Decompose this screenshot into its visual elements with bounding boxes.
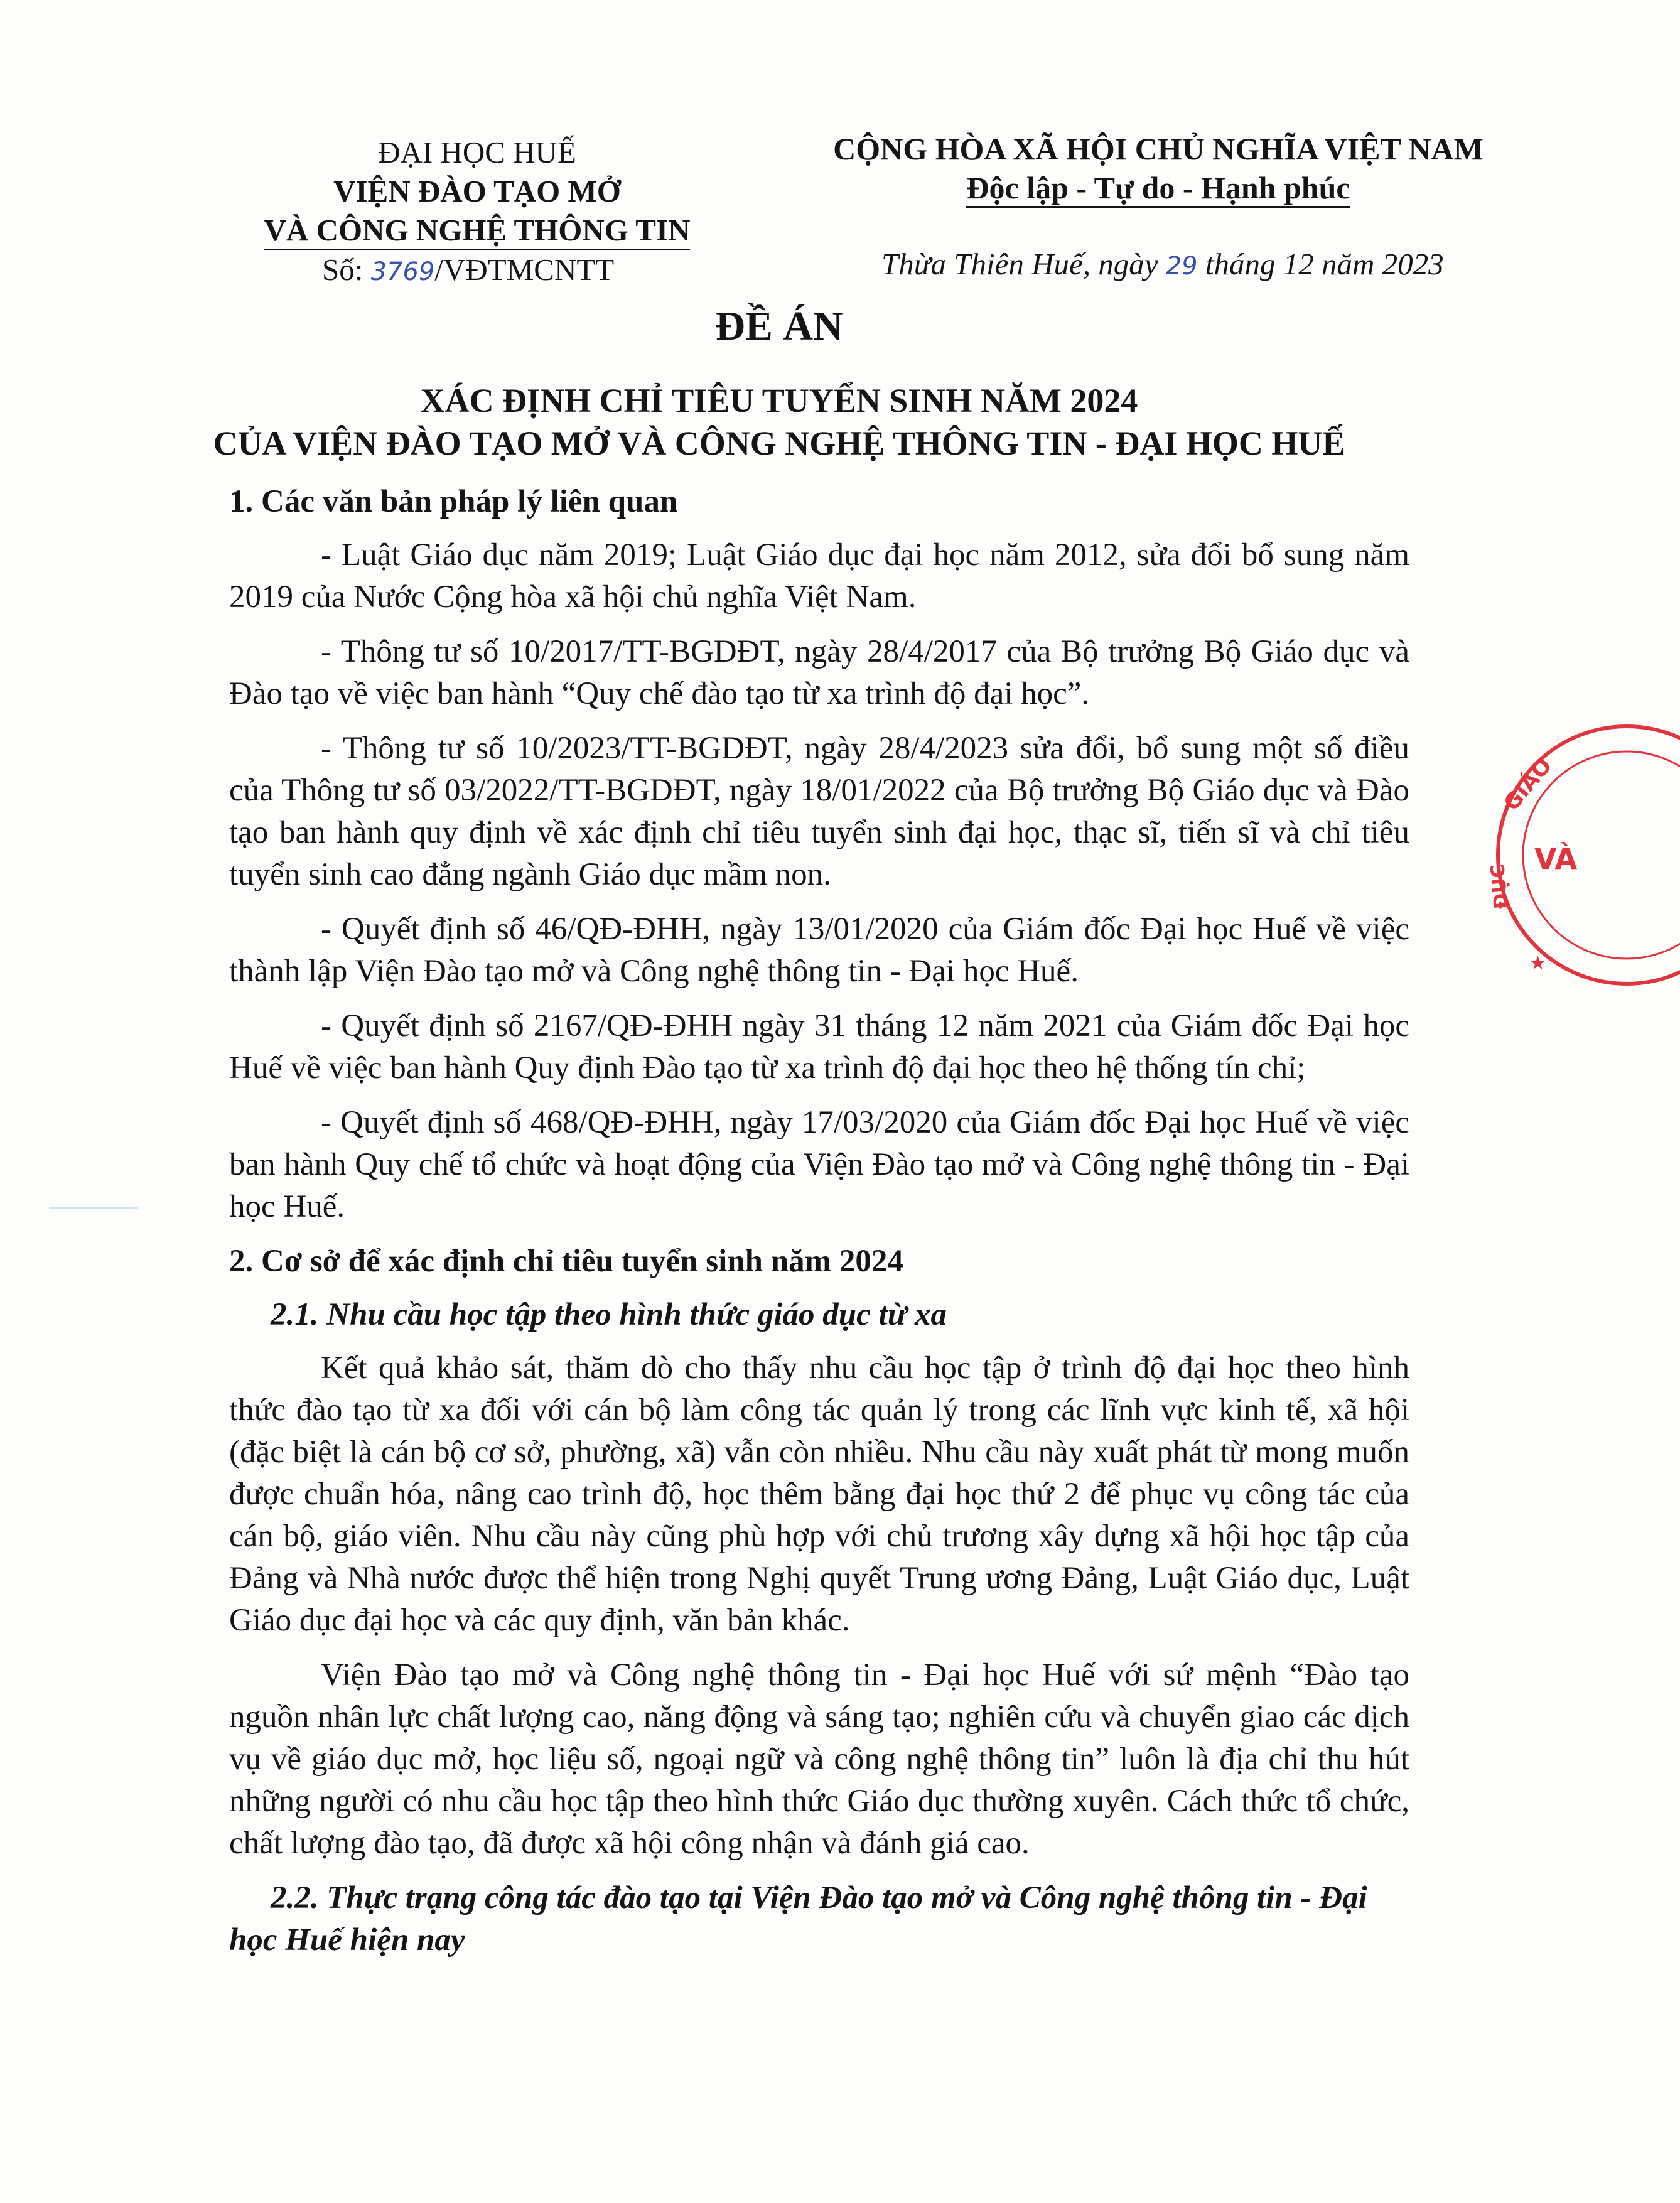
legal-item: - Thông tư số 10/2023/TT-BGDĐT, ngày 28/4/2023 sửa đổi, bổ sung một số điều của Thông tư số 03/2022/TT-BGDĐT, ngày 18/01/2022 của Bộ trưởng Bộ Giáo dục và Đào tạo ban hành quy định về xác định chỉ tiêu tuyển sinh đại học, thạc sĩ, tiến sĩ và chỉ tiêu tuyển sinh cao đẳng ngành Giáo dục mầm non. xyxy=(229,731,1409,892)
issue-date-day-handwritten: 29 xyxy=(1165,252,1198,281)
red-seal-stamp xyxy=(1487,723,1680,987)
subtitle-line-2: CỦA VIỆN ĐÀO TẠO MỞ VÀ CÔNG NGHỆ THÔNG TIN - ĐẠI HỌC HUẾ xyxy=(213,424,1345,462)
document-number-suffix: /VĐTMCNTT xyxy=(434,252,615,287)
section-2-1-heading: 2.1. Nhu cầu học tập theo hình thức giáo dục từ xa xyxy=(271,1297,947,1332)
legal-item: - Quyết định số 2167/QĐ-ĐHH ngày 31 tháng 12 năm 2021 của Giám đốc Đại học Huế về việc ban hành Quy định Đào tạo từ xa trình độ đại học theo hệ thống tín chỉ; xyxy=(229,1008,1409,1085)
stamp-text-left: ĐỤC xyxy=(1487,863,1513,910)
issue-date-prefix: Thừa Thiên Huế, ngày xyxy=(881,247,1166,281)
paragraph: Kết quả khảo sát, thăm dò cho thấy nhu cầu học tập ở trình độ đại học theo hình thức đào tạo từ xa đối với cán bộ làm công tác quản lý trong các lĩnh vực kinh tế, xã hội (đặc biệt là cán bộ cơ sở, phường, xã) vẫn còn nhiều. Nhu cầu này xuất phát từ mong muốn được chuẩn hóa, nâng cao trình độ, học thêm bằng đại học thứ 2 để phục vụ công tác của cán bộ, giáo viên. Nhu cầu này cũng phù hợp với chủ trương xây dựng xã hội học tập của Đảng và Nhà nước được thể hiện trong Nghị quyết Trung ương Đảng, Luật Giáo dục, Luật Giáo dục đại học và các quy định, văn bản khác. xyxy=(229,1350,1409,1638)
national-motto: Độc lập - Tự do - Hạnh phúc xyxy=(966,170,1350,208)
document-number-handwritten: 3769 xyxy=(370,257,435,286)
legal-item: - Luật Giáo dục năm 2019; Luật Giáo dục đại học năm 2012, sửa đổi bổ sung năm 2019 của Nước Cộng hòa xã hội chủ nghĩa Việt Nam. xyxy=(229,537,1409,615)
document-number-label: Số: xyxy=(322,252,371,287)
legal-item: - Quyết định số 468/QĐ-ĐHH, ngày 17/03/2020 của Giám đốc Đại học Huế về việc ban hành Quy chế tổ chức và hoạt động của Viện Đào tạo mở và Công nghệ thông tin - Đại học Huế. xyxy=(229,1105,1409,1224)
legal-item: - Thông tư số 10/2017/TT-BGDĐT, ngày 28/4/2017 của Bộ trưởng Bộ Giáo dục và Đào tạo về việc ban hành “Quy chế đào tạo từ xa trình độ đại học”. xyxy=(229,634,1409,711)
document-title: ĐỀ ÁN xyxy=(715,303,843,349)
issuer-name: VIỆN ĐÀO TẠO MỞ xyxy=(333,174,621,208)
stamp-star: ★ xyxy=(1529,953,1546,974)
legal-item: - Quyết định số 46/QĐ-ĐHH, ngày 13/01/2020 của Giám đốc Đại học Huế về việc thành lập Viện Đào tạo mở và Công nghệ thông tin - Đại học Huế. xyxy=(229,912,1409,989)
issuer-parent: ĐẠI HỌC HUẾ xyxy=(378,135,576,170)
issuer-name-line2: VÀ CÔNG NGHỆ THÔNG TIN xyxy=(264,212,691,250)
document-number xyxy=(251,250,703,291)
section-2-heading: 2. Cơ sở để xác định chỉ tiêu tuyển sinh năm 2024 xyxy=(229,1244,903,1279)
section-2-2-heading: 2.2. Thực trạng công tác đào tạo tại Viện Đào tạo mở và Công nghệ thông tin - Đại học Huế hiện nay xyxy=(229,1880,1367,1958)
issue-date-suffix: tháng 12 năm 2023 xyxy=(1197,247,1444,281)
document-subtitle xyxy=(0,379,1558,465)
section-1-heading: 1. Các văn bản pháp lý liên quan xyxy=(229,484,678,519)
national-title: CỘNG HÒA XÃ HỘI CHỦ NGHĨA VIỆT NAM xyxy=(833,131,1483,166)
stamp-text-top: GIÁO xyxy=(1499,753,1557,816)
paragraph: Viện Đào tạo mở và Công nghệ thông tin - Đại học Huế với sứ mệnh “Đào tạo nguồn nhân lực chất lượng cao, năng động và sáng tạo; nghiên cứu và chuyển giao các dịch vụ về giáo dục mở, học liệu số, ngoại ngữ và công nghệ thông tin” luôn là địa chỉ thu hút những người có nhu cầu học tập theo hình thức Giáo dục thường xuyên. Cách thức tổ chức, chất lượng đào tạo, đã được xã hội công nhận và đánh giá cao. xyxy=(229,1657,1409,1861)
scan-margin-mark xyxy=(49,1207,138,1209)
document-body xyxy=(229,481,1409,1973)
stamp-text-center: VÀ xyxy=(1534,842,1578,876)
national-header xyxy=(810,129,1507,208)
issue-date xyxy=(881,246,1444,282)
issuer-block xyxy=(251,133,703,291)
subtitle-line-1: XÁC ĐỊNH CHỈ TIÊU TUYỂN SINH NĂM 2024 xyxy=(420,382,1138,419)
